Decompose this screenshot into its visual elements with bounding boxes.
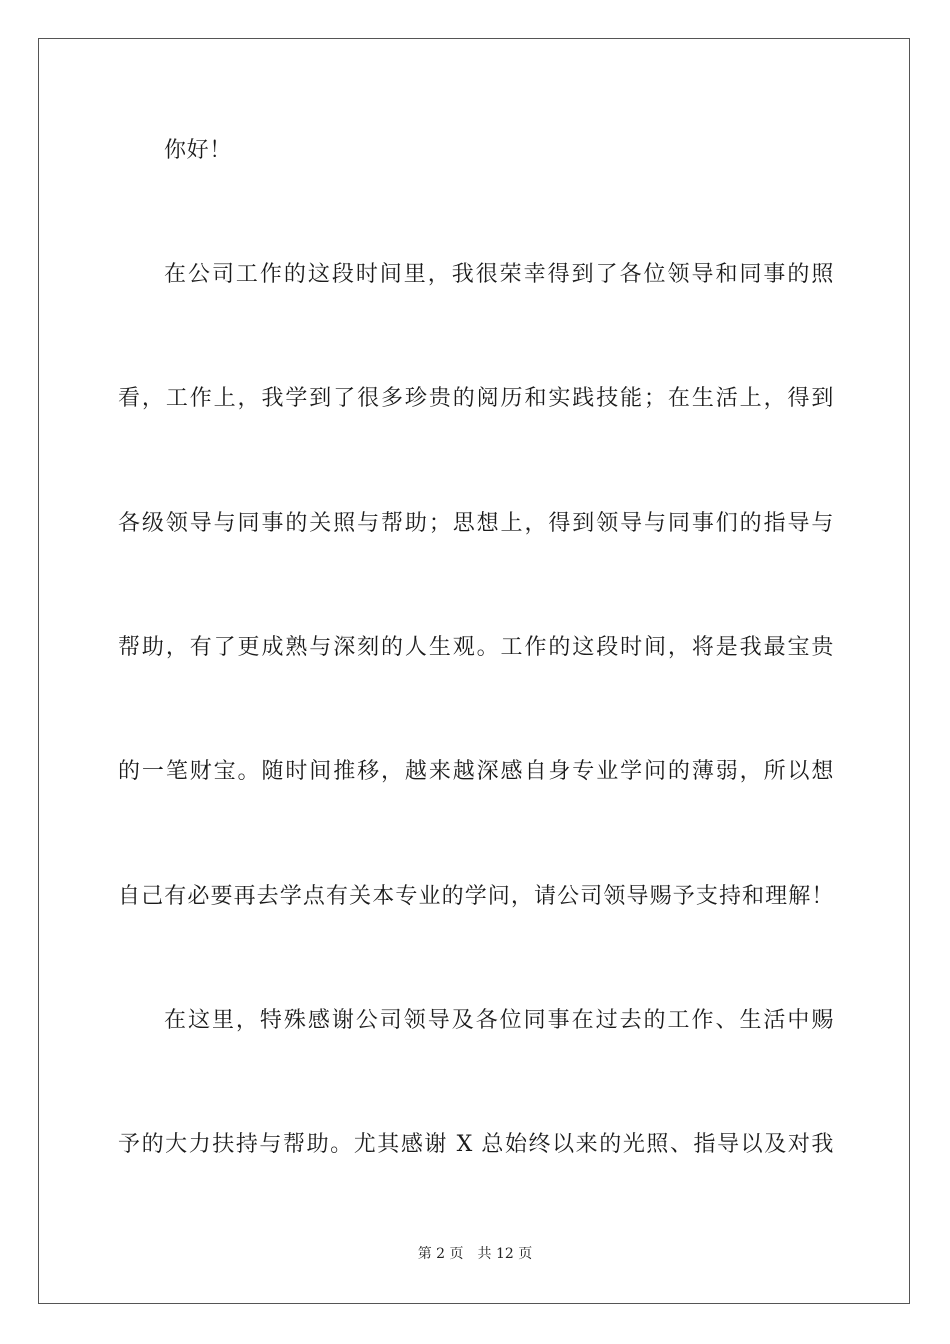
- paragraph-line: 予的大力扶持与帮助。尤其感谢 X 总始终以来的光照、指导以及对我: [118, 1132, 834, 1157]
- greeting-line: 你好！: [164, 138, 232, 163]
- paragraph-line: 在这里，特殊感谢公司领导及各位同事在过去的工作、生活中赐: [164, 1008, 834, 1033]
- paragraph-line: 看，工作上，我学到了很多珍贵的阅历和实践技能；在生活上，得到: [118, 386, 834, 411]
- paragraph-line: 的一笔财宝。随时间推移，越来越深感自身专业学问的薄弱，所以想: [118, 759, 834, 784]
- page-number: 第 2 页: [417, 1246, 464, 1262]
- page-border: [38, 38, 910, 1304]
- paragraph-line: 帮助，有了更成熟与深刻的人生观。工作的这段时间，将是我最宝贵: [118, 635, 834, 660]
- paragraph-line: 在公司工作的这段时间里，我很荣幸得到了各位领导和同事的照: [164, 262, 834, 287]
- page-footer: [0, 1245, 950, 1263]
- page-total: 共 12 页: [477, 1246, 533, 1262]
- paragraph-line: 自己有必要再去学点有关本专业的学问，请公司领导赐予支持和理解！: [118, 884, 834, 909]
- paragraph-line: 各级领导与同事的关照与帮助；思想上，得到领导与同事们的指导与: [118, 511, 834, 536]
